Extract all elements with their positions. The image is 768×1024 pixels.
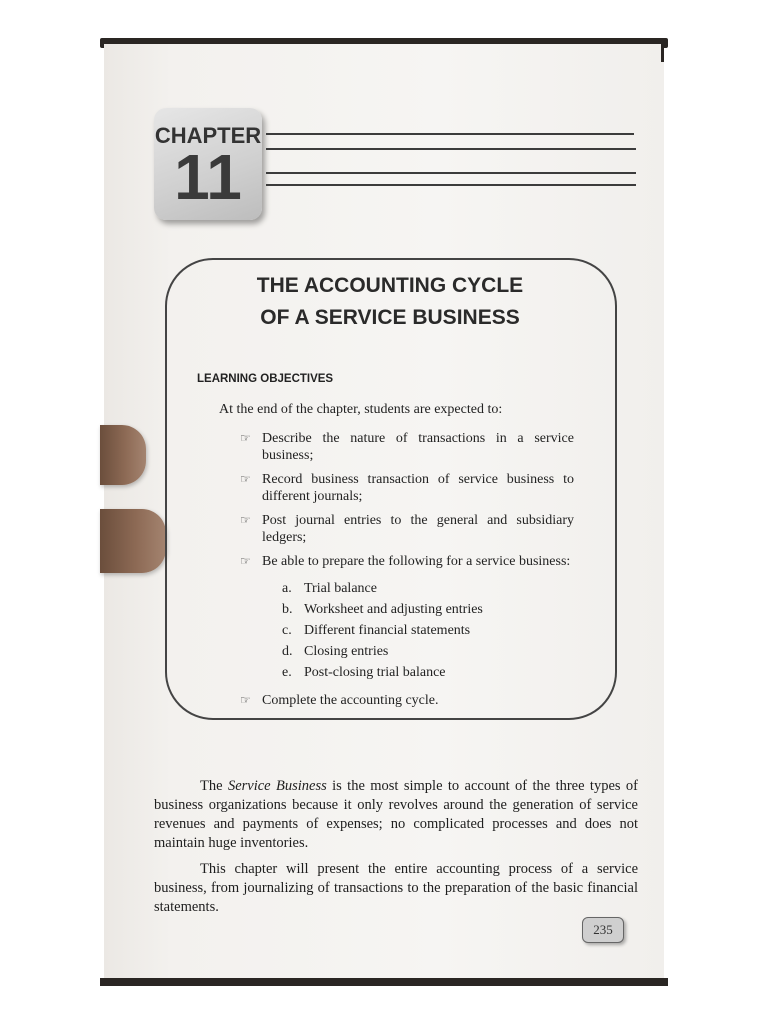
- chapter-title-line2: OF A SERVICE BUSINESS: [260, 306, 520, 329]
- objective-subitem: e. Post-closing trial balance: [282, 665, 446, 680]
- pointing-hand-icon: ☞: [240, 554, 251, 568]
- pointing-hand-icon: ☞: [240, 472, 251, 486]
- pointing-hand-icon: ☞: [240, 513, 251, 527]
- objective-subitem: d. Closing entries: [282, 644, 389, 659]
- objective-subitem: c. Different financial statements: [282, 623, 471, 638]
- objective-item: ☞ Record business transaction of service business to different journals;: [240, 472, 574, 504]
- objective-subitem: a. Trial balance: [282, 581, 377, 596]
- objective-item: ☞ Post journal entries to the general and subsidiary ledgers;: [240, 513, 574, 545]
- photo-bottom-edge: [100, 978, 668, 986]
- objective-item: ☞ Be able to prepare the following for a service business:: [240, 554, 571, 569]
- service-business-term: Service Business: [227, 778, 327, 794]
- body-paragraph-2: This chapter will present the entire accounting process of a service business, from journalizing of transactions to the preparation of the basic financial statements.: [154, 861, 638, 915]
- pointing-hand-icon: ☞: [240, 693, 251, 707]
- chapter-label: CHAPTER: [154, 123, 262, 148]
- decor-line: [266, 184, 636, 186]
- chapter-badge: [154, 108, 262, 220]
- decor-line: [266, 133, 634, 135]
- chapter-number: 11: [174, 141, 242, 213]
- objective-item-final: ☞ Complete the accounting cycle.: [240, 693, 439, 708]
- objective-item: ☞ Describe the nature of transactions in a service business;: [240, 431, 574, 463]
- decor-line: [266, 172, 636, 174]
- chapter-title-line1: THE ACCOUNTING CYCLE: [256, 274, 524, 297]
- objectives-intro: At the end of the chapter, students are expected to:: [219, 402, 503, 417]
- objective-subitem: b. Worksheet and adjusting entries: [282, 602, 483, 617]
- page-number: 235: [582, 917, 624, 943]
- pointing-hand-icon: ☞: [240, 431, 251, 445]
- index-finger: [100, 509, 166, 573]
- page-edge-mark: [661, 44, 664, 62]
- decor-line: [266, 148, 636, 150]
- thumb-finger: [100, 425, 146, 485]
- learning-objectives-heading: LEARNING OBJECTIVES: [197, 373, 334, 385]
- body-paragraph-1: The Service Business is the most simple to account of the three types of business organizations because it only revolves around the generation of service revenues and payments of expenses; no complicated processes and does not maintain huge inventories.: [154, 778, 638, 851]
